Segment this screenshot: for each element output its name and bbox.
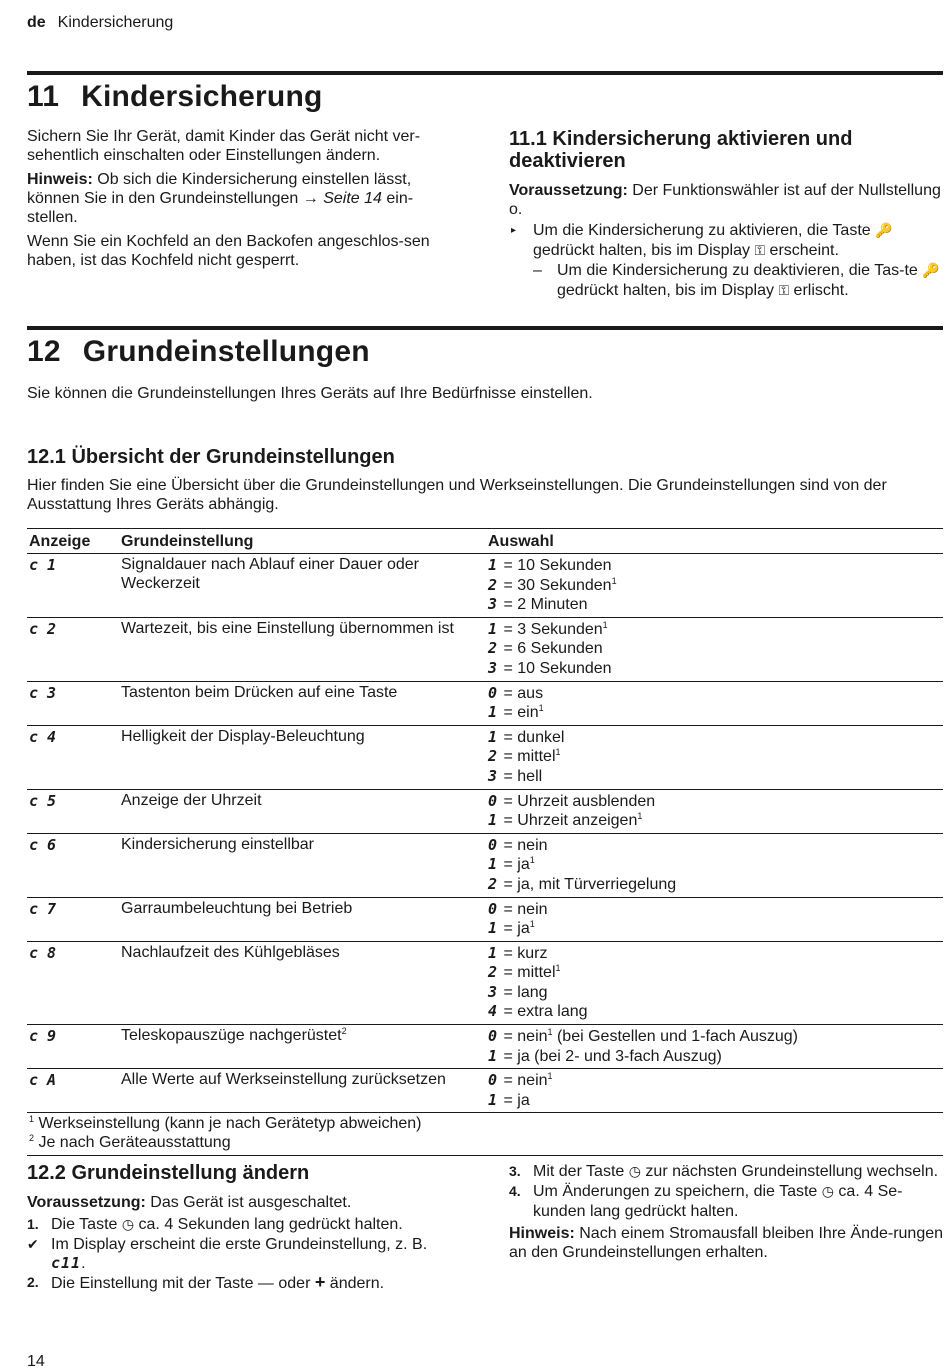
option-text: = nein (499, 1072, 548, 1090)
table-row (27, 681, 943, 725)
footnote-ref: 1 (529, 919, 535, 930)
option-code: 1 (488, 811, 498, 830)
footnote-ref: 1 (637, 811, 643, 822)
column-header-display: Anzeige (27, 529, 119, 554)
display-code: c A (29, 1071, 57, 1090)
setting-text: Helligkeit der Display-Beleuchtung (121, 727, 365, 745)
option-code: 3 (488, 658, 498, 677)
section-12-2-requirement (27, 1193, 457, 1212)
step-number: 2. (27, 1274, 39, 1290)
option-code: 1 (488, 1090, 498, 1109)
page-number: 14 (27, 1353, 45, 1369)
option-line (488, 836, 941, 856)
option-line (488, 963, 941, 983)
option-line (488, 1091, 941, 1111)
requirement-text: Das Gerät ist ausgeschaltet. (145, 1194, 352, 1211)
option-line (488, 811, 941, 831)
footnote-ref: 2 (341, 1026, 347, 1037)
table-row (27, 554, 943, 618)
option-text: = 6 Sekunden (499, 640, 603, 658)
footnotes-cell (27, 1113, 943, 1155)
table-row (27, 725, 943, 789)
footnote-ref: 1 (547, 1027, 553, 1038)
option-code: 1 (488, 855, 498, 874)
key-icon: 🔑 (922, 263, 940, 279)
option-line (488, 728, 941, 748)
section-12-1-title: 12.1 Übersicht der Grundeinstellungen (27, 446, 395, 468)
setting-text: Wartezeit, bis eine Einstellung übernommen ist (121, 619, 454, 637)
option-line (488, 767, 941, 787)
step-text: erscheint. (765, 242, 839, 259)
option-line (488, 620, 941, 640)
table-row (27, 789, 943, 833)
section-12-2-left (27, 1162, 457, 1293)
option-text: = Uhrzeit ausblenden (499, 792, 656, 810)
footnote-2 (29, 1134, 941, 1153)
section-11-heading (27, 80, 323, 114)
footnote-marker: 1 (29, 1114, 35, 1125)
display-code: c 4 (29, 727, 57, 746)
step-1-result (27, 1235, 457, 1273)
check-icon: ✔ (27, 1236, 39, 1252)
selection-cell (486, 617, 943, 681)
section-11-text (27, 127, 452, 275)
setting-cell (119, 1069, 486, 1113)
option-line (488, 747, 941, 767)
section-12-number: 12 (27, 335, 61, 368)
option-code: 1 (488, 727, 498, 746)
option-code: 1 (488, 1046, 498, 1065)
option-line (488, 1047, 941, 1067)
option-line (488, 703, 941, 723)
clock-icon: ◷ (121, 1217, 135, 1233)
minus-icon: — (257, 1275, 274, 1292)
step-deactivate (509, 261, 943, 301)
section-11-paragraph-1: Sichern Sie Ihr Gerät, damit Kinder das Gerät nicht ver-sehentlich einschalten oder Einstellungen ändern. (27, 128, 421, 164)
selection-cell (486, 554, 943, 618)
display-code: c 1 (29, 556, 57, 574)
requirement-text: Der Funktionswähler ist auf der Nullstellung o. (509, 182, 941, 218)
option-text: = nein (499, 900, 548, 918)
option-code: 1 (488, 556, 498, 574)
option-code: 3 (488, 766, 498, 785)
step-marker-icon: ▸ (511, 225, 517, 236)
display-code-cell (27, 789, 119, 833)
footnote-ref: 1 (538, 703, 544, 714)
section-11-number: 11 (27, 80, 60, 113)
option-line (488, 855, 941, 875)
section-11-rule (27, 71, 943, 75)
footnote-text: Werkseinstellung (kann je nach Gerätetyp abweichen) (34, 1115, 422, 1133)
option-text: = hell (499, 767, 543, 785)
section-12-1 (27, 446, 943, 519)
setting-text: Garraumbeleuchtung bei Betrieb (121, 899, 353, 917)
selection-cell (486, 897, 943, 941)
option-code: 4 (488, 1002, 498, 1021)
option-line (488, 1027, 941, 1047)
section-12-2-right (509, 1162, 943, 1267)
key-icon: 🔑 (875, 223, 893, 239)
option-code: 2 (488, 963, 498, 982)
display-code: c11 (51, 1254, 82, 1272)
option-text: = ja, mit Türverriegelung (499, 875, 677, 893)
option-text: = 3 Sekunden (499, 620, 603, 638)
section-11-hint (27, 170, 452, 227)
option-code: 1 (488, 703, 498, 722)
step-1 (27, 1215, 457, 1235)
page-link[interactable]: Seite 14 (318, 190, 382, 207)
step-text: Um Änderungen zu speichern, die Taste (533, 1183, 822, 1200)
selection-cell (486, 681, 943, 725)
option-text: = 10 Sekunden (499, 659, 612, 677)
display-code-cell (27, 1069, 119, 1113)
setting-text: Kindersicherung einstellbar (121, 835, 314, 853)
clock-icon: ◷ (821, 1184, 834, 1200)
selection-cell (486, 941, 943, 1024)
step-text: zur nächsten Grundeinstellung wechseln. (640, 1163, 939, 1180)
table-row (27, 617, 943, 681)
option-code: 0 (488, 791, 498, 810)
hint-text: Nach einem Stromausfall bleiben Ihre Ände-rungen an den Grundeinstellungen erhalten. (509, 1225, 944, 1261)
step-text: ca. 4 Se-kunden lang gedrückt halten. (533, 1183, 903, 1220)
option-text: = mittel (499, 748, 556, 766)
result-text-end: . (81, 1255, 86, 1272)
display-code-cell (27, 617, 119, 681)
step-text: erlischt. (789, 282, 849, 299)
display-code: c 9 (29, 1027, 57, 1046)
step-text: gedrückt halten, bis im Display (557, 282, 779, 299)
footnote-ref: 1 (602, 619, 608, 630)
option-code: 0 (488, 683, 498, 702)
lock-icon: ⚿ (754, 243, 766, 259)
column-header-setting: Grundeinstellung (119, 529, 486, 554)
selection-cell (486, 789, 943, 833)
table-row (27, 1069, 943, 1113)
section-11-1-requirement (509, 181, 943, 219)
setting-cell (119, 789, 486, 833)
option-text: = ja (499, 920, 530, 938)
option-code: 2 (488, 747, 498, 766)
header-lang: de (27, 14, 46, 31)
option-code: 2 (488, 639, 498, 658)
option-text: = 10 Sekunden (499, 557, 612, 574)
footnote-ref: 1 (529, 855, 535, 866)
option-text: = extra lang (499, 1003, 588, 1021)
running-header (27, 13, 173, 32)
step-text: Um die Kindersicherung zu deaktivieren, die Tas-te (557, 262, 923, 279)
option-code: 0 (488, 1071, 498, 1090)
option-text: = ein (499, 704, 539, 722)
option-text: = ja (499, 1091, 530, 1109)
hint-text-end: ein-stellen. (27, 190, 414, 226)
option-text: = nein (499, 1028, 548, 1046)
option-line (488, 792, 941, 812)
setting-text: Alle Werte auf Werkseinstellung zurücksetzen (121, 1071, 446, 1089)
footnote-1 (29, 1115, 941, 1134)
table-row (27, 941, 943, 1024)
option-text: = kurz (499, 944, 548, 962)
display-code-cell (27, 833, 119, 897)
setting-cell (119, 725, 486, 789)
step-text: gedrückt halten, bis im Display (533, 242, 755, 259)
option-line (488, 639, 941, 659)
display-code: c 6 (29, 835, 57, 854)
option-code: 3 (488, 595, 498, 614)
arrow-icon: → (302, 190, 319, 207)
option-text: = aus (499, 684, 544, 702)
setting-cell (119, 941, 486, 1024)
hint-label: Hinweis: (509, 1225, 575, 1242)
option-text: = 2 Minuten (499, 596, 588, 614)
step-text: Die Taste (51, 1216, 122, 1233)
option-text: = mittel (499, 964, 556, 982)
option-code: 2 (488, 575, 498, 594)
setting-text: Nachlaufzeit des Kühlgebläses (121, 943, 340, 961)
display-code-cell (27, 554, 119, 618)
step-text: ändern. (325, 1275, 385, 1292)
step-activate (509, 221, 943, 261)
column-header-selection: Auswahl (486, 529, 943, 554)
section-12-title: Grundeinstellungen (82, 335, 370, 368)
footnote-ref: 1 (555, 963, 561, 974)
option-line (488, 900, 941, 920)
plus-icon: + (314, 1272, 326, 1292)
display-code: c 8 (29, 943, 57, 962)
setting-cell (119, 833, 486, 897)
option-line (488, 1002, 941, 1022)
table-row (27, 833, 943, 897)
setting-text: Anzeige der Uhrzeit (121, 791, 262, 809)
selection-cell (486, 725, 943, 789)
section-12-heading (27, 335, 370, 369)
footnote-text: Je nach Geräteausstattung (34, 1134, 231, 1152)
step-text: Mit der Taste (533, 1163, 629, 1180)
option-text: = 30 Sekunden (499, 576, 612, 594)
option-line (488, 659, 941, 679)
section-12-2-hint (509, 1224, 943, 1262)
clock-icon: ◷ (628, 1164, 641, 1180)
option-code: 2 (488, 874, 498, 893)
selection-cell (486, 1025, 943, 1069)
option-line (488, 595, 941, 615)
lock-icon: ⚿ (778, 283, 790, 299)
option-code: 0 (488, 835, 498, 854)
step-2 (27, 1273, 457, 1293)
setting-cell (119, 617, 486, 681)
section-12-intro: Sie können die Grundeinstellungen Ihres Geräts auf Ihre Bedürfnisse einstellen. (27, 385, 593, 402)
header-title: Kindersicherung (57, 14, 174, 31)
hint-label: Hinweis: (27, 171, 93, 188)
setting-cell (119, 1025, 486, 1069)
hint-text: Ob sich die Kindersicherung einstellen lässt, können Sie in den Grundeinstellungen (27, 171, 412, 207)
option-code: 1 (488, 619, 498, 638)
table-body (27, 554, 943, 1156)
section-11-1-title: 11.1 Kindersicherung aktivieren und deaktivieren (509, 128, 853, 172)
display-code-cell (27, 941, 119, 1024)
option-code: 1 (488, 943, 498, 962)
step-text: Die Einstellung mit der Taste (51, 1275, 258, 1292)
option-text: = Uhrzeit anzeigen (499, 812, 638, 830)
setting-text: Signaldauer nach Ablauf einer Dauer oder Weckerzeit (121, 556, 419, 592)
display-code-cell (27, 897, 119, 941)
result-text: Im Display erscheint die erste Grundeinstellung, z. B. (51, 1236, 428, 1253)
selection-cell (486, 1069, 943, 1113)
section-11-title: Kindersicherung (81, 80, 323, 113)
dash-marker: – (533, 262, 542, 279)
option-code: 3 (488, 982, 498, 1001)
option-code: 0 (488, 1027, 498, 1046)
section-11-1 (509, 128, 943, 301)
step-text: oder (273, 1275, 315, 1292)
section-11-paragraph-3: Wenn Sie ein Kochfeld an den Backofen angeschlos-sen haben, ist das Kochfeld nicht gesperrt. (27, 233, 430, 269)
setting-cell (119, 554, 486, 618)
option-code: 1 (488, 919, 498, 938)
step-3 (509, 1162, 943, 1182)
table-row (27, 1025, 943, 1069)
option-line (488, 919, 941, 939)
step-number: 1. (27, 1216, 39, 1232)
option-line (488, 684, 941, 704)
display-code: c 2 (29, 619, 57, 638)
footnote-ref: 1 (611, 575, 617, 586)
step-text: Um die Kindersicherung zu aktivieren, die Taste (533, 222, 876, 239)
setting-cell (119, 681, 486, 725)
option-line (488, 576, 941, 596)
requirement-label: Voraussetzung: (509, 182, 628, 199)
option-text: = ja (499, 856, 530, 874)
step-4 (509, 1182, 943, 1221)
option-line (488, 1071, 941, 1091)
display-code-cell (27, 725, 119, 789)
option-code: 0 (488, 899, 498, 918)
display-code-cell (27, 681, 119, 725)
table-footnotes-row (27, 1113, 943, 1155)
setting-text: Tastenton beim Drücken auf eine Taste (121, 683, 398, 701)
step-text: ca. 4 Sekunden lang gedrückt halten. (134, 1216, 403, 1233)
option-line (488, 875, 941, 895)
display-code-cell (27, 1025, 119, 1069)
setting-text: Teleskopauszüge nachgerüstet (121, 1027, 342, 1045)
setting-cell (119, 897, 486, 941)
section-12-2-title: 12.2 Grundeinstellung ändern (27, 1162, 310, 1184)
section-12-1-intro: Hier finden Sie eine Übersicht über die Grundeinstellungen und Werkseinstellungen. Die Grundeinstellungen sind von der Ausstattung Ihres Geräts abhängig. (27, 477, 887, 513)
option-line (488, 983, 941, 1003)
section-12-rule (27, 326, 943, 330)
settings-table (27, 528, 943, 1156)
option-text: = dunkel (499, 728, 565, 746)
step-number: 4. (509, 1183, 521, 1199)
option-text: = lang (499, 983, 548, 1001)
table-header-row (27, 529, 943, 554)
footnote-ref: 1 (547, 1071, 553, 1082)
option-line (488, 944, 941, 964)
requirement-label: Voraussetzung: (27, 1194, 146, 1211)
display-code: c 5 (29, 791, 57, 810)
table-row (27, 897, 943, 941)
option-text: = nein (499, 836, 548, 854)
display-code: c 7 (29, 899, 57, 918)
option-text-extra: (bei Gestellen und 1-fach Auszug) (552, 1028, 799, 1046)
option-line (488, 556, 941, 576)
footnote-marker: 2 (29, 1133, 35, 1144)
step-number: 3. (509, 1163, 521, 1179)
selection-cell (486, 833, 943, 897)
footnote-ref: 1 (555, 747, 561, 758)
display-code: c 3 (29, 683, 57, 702)
option-text: = ja (bei 2- und 3-fach Auszug) (499, 1047, 722, 1065)
